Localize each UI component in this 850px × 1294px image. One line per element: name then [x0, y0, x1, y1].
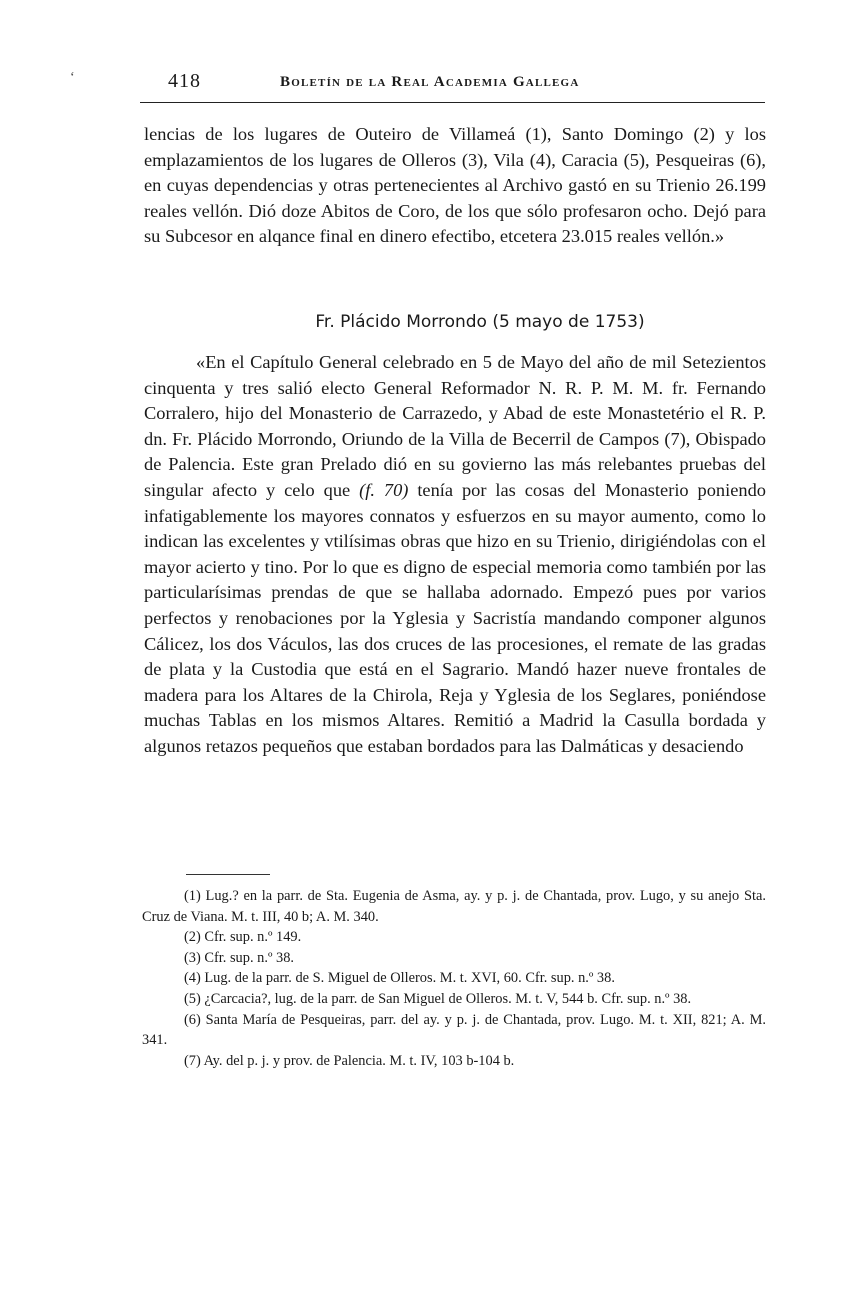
body-text-main — [144, 350, 766, 760]
paragraph-2-part-2: tenía por las cosas del Monasterio poniendo infatigablemente los mayores connatos y esfuerzos en su mayor aumento, como lo indican las excelentes y vtilísimas obras que hizo en su Trienio, dirigiéndolas con el mayor acierto y tino. Por lo que es digno de especial memoria como también por las particularísimas prendas de que se hallaba adornado. Empezó pues por varios perfectos y renobaciones por la Yglesia y Sacristía mandando componer algunos Cálicez, los dos Váculos, las dos cruces de las procesiones, el remate de las gradas de plata y la Custodia que está en el Sagrario. Mandó hazer nueve frontales de madera para los Altares de la Chirola, Reja y Yglesia de los Seglares, poniéndose muchas Tablas en los mismos Altares. Remitió a Madrid la Casulla bordada y algunos retazos pequeños que estaban bordados para las Dalmáticas y desaciendo — [144, 479, 766, 756]
footnote-rule — [186, 874, 270, 875]
section-heading: Fr. Plácido Morrondo (5 mayo de 1753) — [315, 312, 645, 332]
footnotes — [142, 886, 766, 1071]
running-title: Boletín de la Real Academia Gallega — [280, 74, 580, 90]
footnote-3: (3) Cfr. sup. n.º 38. — [184, 949, 294, 966]
paragraph-2 — [144, 350, 766, 760]
folio-reference: (f. 70) — [359, 479, 409, 500]
footnote-7: (7) Ay. del p. j. y prov. de Palencia. M. t. IV, 103 b-104 b. — [184, 1052, 515, 1069]
footnote-1: (1) Lug.? en la parr. de Sta. Eugenia de Asma, ay. y p. j. de Chantada, prov. Lugo, y su anejo Sta. Cruz de Viana. M. t. III, 40 b; A. M. 340. — [142, 888, 766, 925]
paragraph-1: lencias de los lugares de Outeiro de Villameá (1), Santo Domingo (2) y los emplazamientos de los lugares de Olleros (3), Vila (4), Caracia (5), Pesqueiras (6), en cuyas dependencias y otras pertenecientes al Archivo gastó en su Trienio 26.199 reales vellón. Dió doze Abitos de Coro, de los que sólo profesaron ocho. Dejó para su Subcesor en alqance final en dinero efectibo, etcetera 23.015 reales vellón.» — [144, 124, 766, 247]
page-number: 418 — [168, 70, 201, 92]
scan-mark: ‘ — [70, 70, 75, 85]
footnote-5: (5) ¿Carcacia?, lug. de la parr. de San Miguel de Olleros. M. t. V, 544 b. Cfr. sup. n.º 38. — [184, 990, 692, 1007]
body-text-top — [144, 122, 766, 250]
page-header — [140, 68, 765, 103]
footnote-2: (2) Cfr. sup. n.º 149. — [184, 929, 302, 946]
paragraph-2-part-1: «En el Capítulo General celebrado en 5 de Mayo del año de mil Setezientos cinquenta y tres salió electo General Reformador N. R. P. M. M. fr. Fernando Corralero, hijo del Monasterio de Carrazedo, y Abad de este Monastetério el R. P. dn. Fr. Plácido Morrondo, Oriundo de la Villa de Becerril de Campos (7), Obispado de Palencia. Este gran Prelado dió en su govierno las más relebantes pruebas del singular afecto y celo que — [144, 352, 766, 500]
footnote-4: (4) Lug. de la parr. de S. Miguel de Olleros. M. t. XVI, 60. Cfr. sup. n.º 38. — [184, 970, 615, 987]
footnote-6: (6) Santa María de Pesqueiras, parr. del ay. y p. j. de Chantada, prov. Lugo. M. t. XII, 821; A. M. 341. — [142, 1011, 766, 1049]
